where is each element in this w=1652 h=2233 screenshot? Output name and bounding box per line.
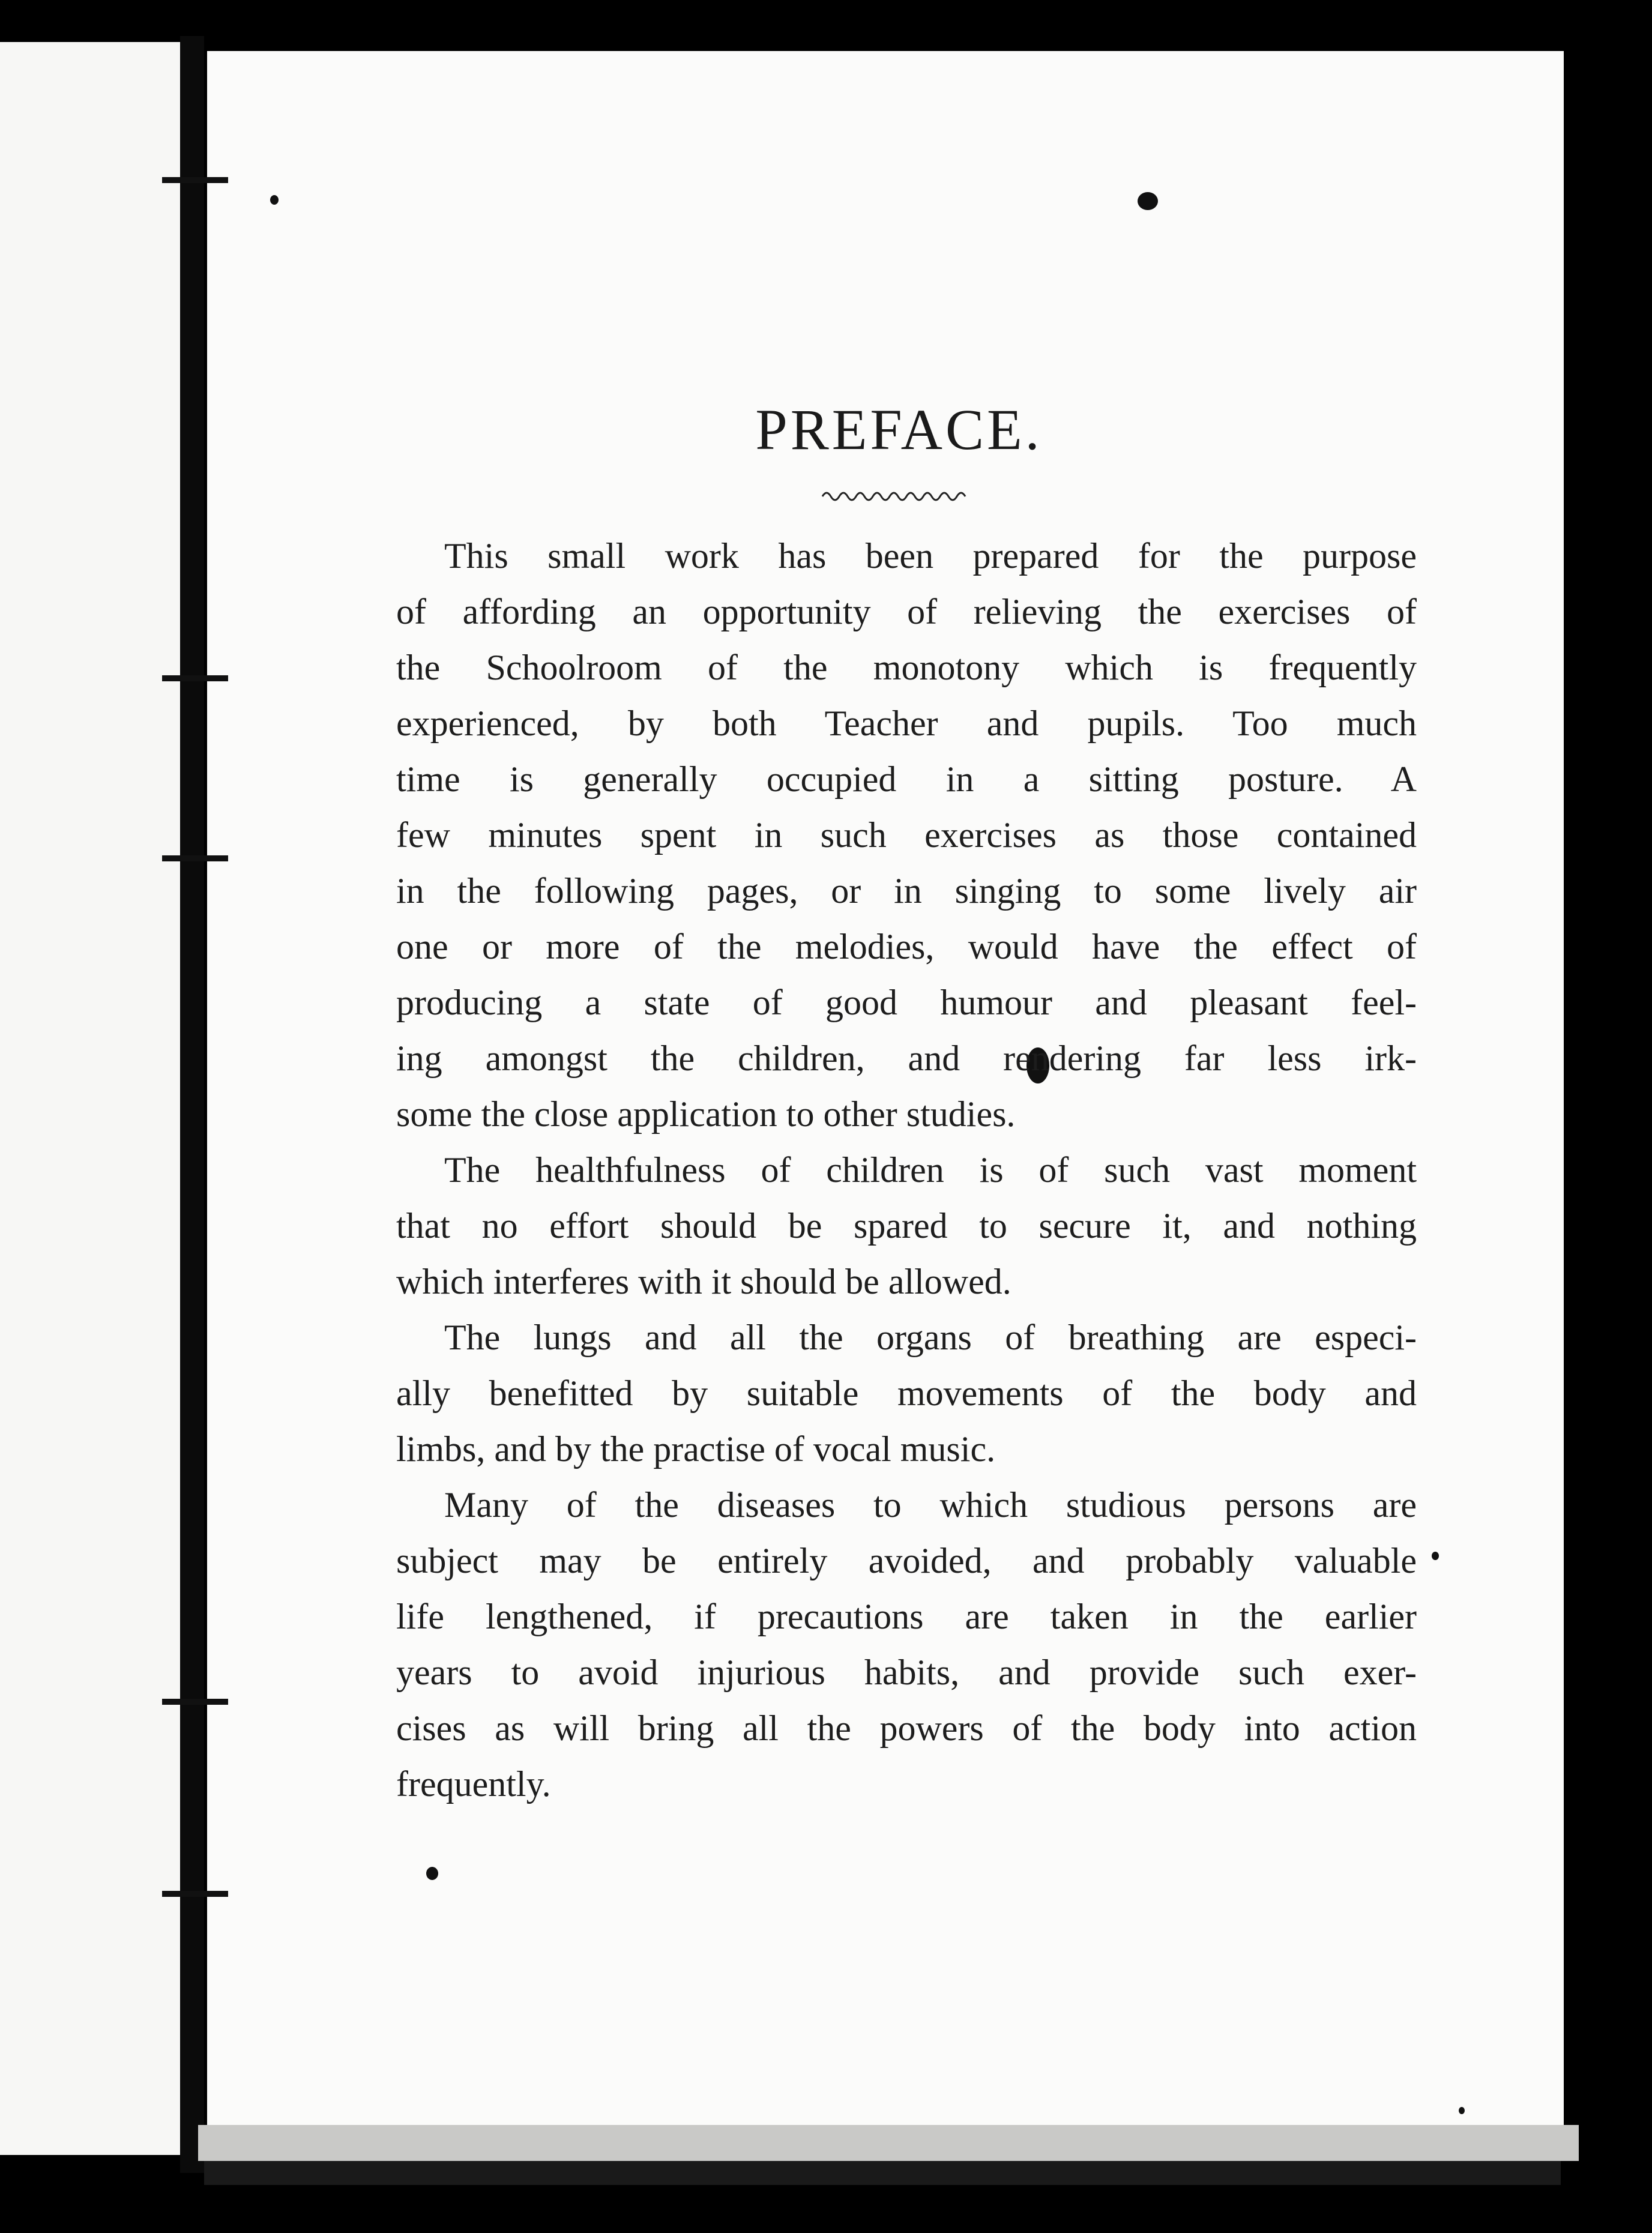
text-line: producing a state of good humour and pleasant feel- <box>396 983 1417 1022</box>
text-line: Many of the diseases to which studious persons are <box>444 1485 1417 1525</box>
text-line: of affording an opportunity of relieving the exercises of <box>396 592 1417 631</box>
text-line: ally benefitted by suitable movements of the body and <box>396 1373 1417 1413</box>
binding-stitch <box>162 855 228 861</box>
text-line: time is generally occupied in a sitting posture. A <box>396 759 1417 799</box>
text-line: some the close application to other studies. <box>396 1094 1016 1134</box>
binding-stitch <box>162 1891 228 1897</box>
text-line: frequently. <box>396 1764 551 1804</box>
text-line: This small work has been prepared for the purpose <box>444 536 1417 576</box>
text-line: cises as will bring all the powers of the body into action <box>396 1708 1417 1748</box>
paragraph-2 <box>396 1142 1417 1310</box>
paragraph-4 <box>396 1477 1417 1812</box>
text-line: few minutes spent in such exercises as those contained <box>396 815 1417 855</box>
ink-speck <box>270 195 279 205</box>
text-line: one or more of the melodies, would have the effect of <box>396 927 1417 966</box>
text-line: life lengthened, if precautions are taken in the earlier <box>396 1597 1417 1636</box>
ink-speck <box>1138 192 1158 210</box>
text-line: subject may be entirely avoided, and probably valuable <box>396 1541 1417 1581</box>
binding-stitch <box>162 675 228 681</box>
ink-speck <box>1459 2107 1465 2114</box>
book-spine <box>180 36 204 2173</box>
paragraph-3 <box>396 1310 1417 1477</box>
text-line: The lungs and all the organs of breathing are especi- <box>444 1318 1417 1357</box>
text-line: that no effort should be spared to secure it, and nothing <box>396 1206 1417 1246</box>
text-line: in the following pages, or in singing to some lively air <box>396 871 1417 911</box>
text-line: limbs, and by the practise of vocal music. <box>396 1429 996 1469</box>
text-line: years to avoid injurious habits, and provide such exer- <box>396 1653 1417 1692</box>
binding-stitch <box>162 177 228 183</box>
text-line: experienced, by both Teacher and pupils. Too much <box>396 704 1417 743</box>
preface-body <box>396 528 1417 1812</box>
page-bottom-shadow <box>204 2161 1561 2185</box>
binding-stitch <box>162 1699 228 1705</box>
title-ornament <box>819 483 969 507</box>
left-page-edge <box>0 42 186 2155</box>
text-line: ing amongst the children, and rendering far less irk- <box>396 1038 1417 1078</box>
text-line: the Schoolroom of the monotony which is frequently <box>396 648 1417 687</box>
page-title: PREFACE. <box>755 397 1043 462</box>
text-line: which interferes with it should be allowed. <box>396 1262 1011 1301</box>
ink-speck <box>1432 1552 1439 1560</box>
text-line: The healthfulness of children is of such vast moment <box>444 1150 1417 1190</box>
ink-speck <box>426 1867 438 1880</box>
page-bottom-edge <box>198 2125 1579 2161</box>
paragraph-1 <box>396 528 1417 1142</box>
